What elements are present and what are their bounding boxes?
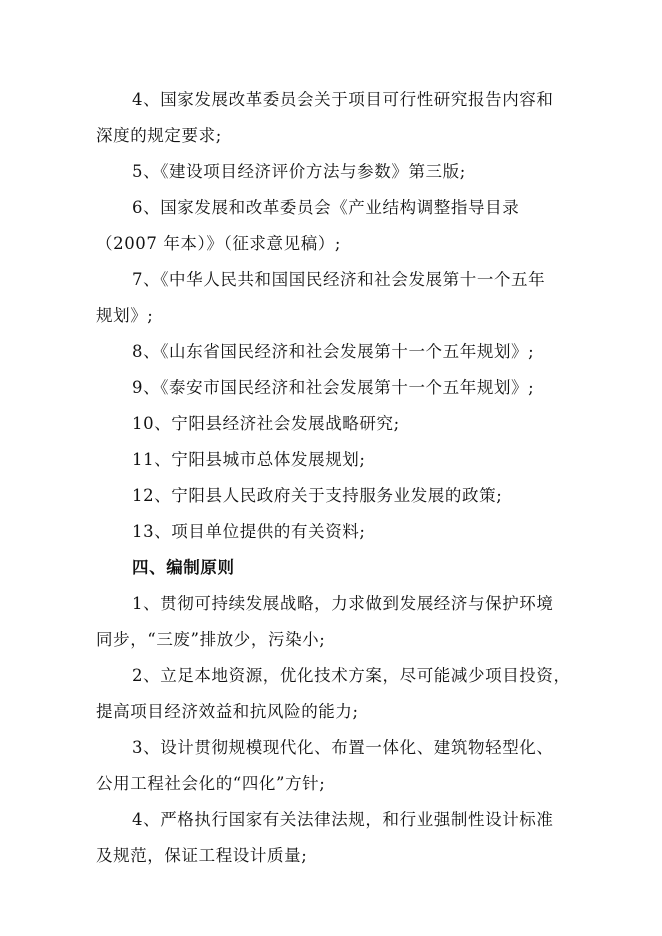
text-line: 6、国家发展和改革委员会《产业结构调整指导目录 bbox=[132, 198, 520, 217]
text-line: 7、《中华人民共和国国民经济和社会发展第十一个五年 bbox=[132, 270, 546, 289]
text-line: 规划》; bbox=[96, 306, 154, 325]
text-line: 1、贯彻可持续发展战略，力求做到发展经济与保护环境 bbox=[132, 594, 554, 613]
text-line: 5、《建设项目经济评价方法与参数》第三版; bbox=[132, 162, 466, 181]
text-line: 4、严格执行国家有关法律法规，和行业强制性设计标准 bbox=[132, 810, 554, 829]
text-line: 提高项目经济效益和抗风险的能力; bbox=[96, 702, 359, 721]
text-line: 3、设计贯彻规模现代化、布置一体化、建筑物轻型化、 bbox=[132, 738, 554, 757]
text-line: 10、宁阳县经济社会发展战略研究; bbox=[132, 414, 400, 433]
section-heading: 四、编制原则 bbox=[132, 558, 235, 577]
text-line: 12、宁阳县人民政府关于支持服务业发展的政策; bbox=[132, 486, 503, 505]
text-line: 公用工程社会化的“四化”方针; bbox=[96, 774, 326, 793]
text-line: 9、《泰安市国民经济和社会发展第十一个五年规划》; bbox=[132, 378, 535, 397]
text-line: 8、《山东省国民经济和社会发展第十一个五年规划》; bbox=[132, 342, 535, 361]
text-line: 11、宁阳县城市总体发展规划; bbox=[132, 450, 366, 469]
text-line: 4、国家发展改革委员会关于项目可行性研究报告内容和 bbox=[132, 90, 554, 109]
text-line: 13、项目单位提供的有关资料; bbox=[132, 522, 366, 541]
text-line: 及规范，保证工程设计质量; bbox=[96, 846, 308, 865]
text-line: 2、立足本地资源，优化技术方案，尽可能减少项目投资， bbox=[132, 666, 571, 685]
text-line: （2007 年本）》（征求意见稿）; bbox=[96, 234, 342, 253]
text-line: 同步，“三废”排放少，污染小; bbox=[96, 630, 326, 649]
document-body bbox=[96, 82, 578, 874]
text-line: 深度的规定要求; bbox=[96, 126, 222, 145]
